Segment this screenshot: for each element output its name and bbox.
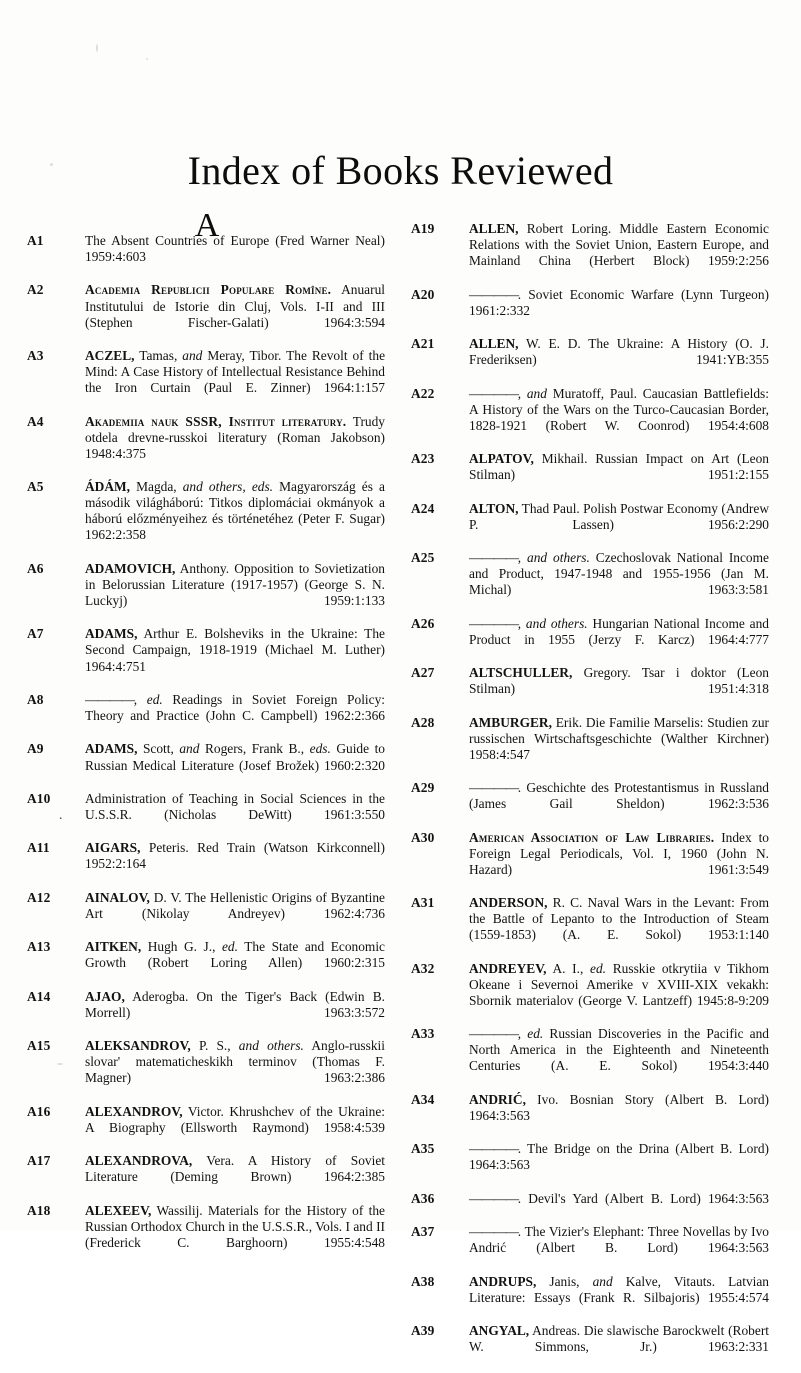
index-entry[interactable] [411, 221, 769, 285]
index-entry[interactable] [411, 1224, 769, 1272]
entry-number: A10 [27, 790, 51, 806]
entry-number: A32 [411, 960, 435, 976]
index-entry[interactable] [411, 616, 769, 664]
entry-number: A11 [27, 840, 50, 856]
index-entry[interactable] [411, 1092, 769, 1140]
index-entry[interactable] [27, 1104, 385, 1152]
entry-number: A1 [27, 233, 44, 248]
entry-text: ————, ed. Readings in Soviet Foreign Policy: Theory and Practice (John C. Campbell) 1962:2:366 [85, 691, 385, 724]
index-entry[interactable] [27, 1203, 385, 1267]
index-entry[interactable] [411, 287, 769, 335]
entry-number: A8 [27, 691, 44, 707]
entry-number: A16 [27, 1103, 51, 1119]
entry-text: ALTSCHULLER, Gregory. Tsar i doktor (Leon Stilman) 1951:4:318 [469, 665, 769, 697]
entry-text: AITKEN, Hugh G. J., ed. The State and Economic Growth (Robert Loring Allen) 1960:2:315 [85, 939, 385, 971]
entry-number: A3 [27, 348, 44, 364]
entry-text: ALPATOV, Mikhail. Russian Impact on Art (Leon Stilman) 1951:2:155 [469, 451, 769, 483]
entry-number: A34 [411, 1091, 435, 1107]
entry-number: A29 [411, 780, 435, 796]
page-title: Index of Books Reviewed [187, 147, 614, 193]
entry-number: A21 [411, 336, 435, 352]
index-entry[interactable] [27, 561, 385, 625]
entry-number: A2 [27, 282, 44, 298]
entry-text: ADAMOVICH, Anthony. Opposition to Sovietization in Belorussian Literature (1917-1957) (George S. N. Luckyj) 1959:1:133 [85, 560, 385, 608]
index-entry[interactable] [411, 1274, 769, 1322]
index-entry[interactable] [27, 989, 385, 1037]
entry-text: ADAMS, Arthur E. Bolsheviks in the Ukraine: The Second Campaign, 1918-1919 (Michael M. Luther) 1964:4:751 [85, 626, 385, 674]
index-entry[interactable] [27, 414, 385, 478]
entry-text: ALEKSANDROV, P. S., and others. Anglo-russkii slovar' matematicheskikh terminov (Thomas F. Magner) 1963:2:386 [85, 1038, 385, 1086]
index-entry[interactable] [411, 665, 769, 713]
entry-number: A23 [411, 451, 435, 467]
index-entry[interactable] [27, 692, 385, 740]
entry-text: ANGYAL, Andreas. Die slawische Barockwelt (Robert W. Simmons, Jr.) 1963:2:331 [469, 1323, 769, 1355]
entry-text: AINALOV, D. V. The Hellenistic Origins of Byzantine Art (Nikolay Andreyev) 1962:4:736 [85, 889, 385, 921]
entry-text: Administration of Teaching in Social Sciences in the U.S.S.R. (Nicholas DeWitt) 1961:3:550 [85, 790, 385, 822]
entry-text: ANDERSON, R. C. Naval Wars in the Levant: From the Battle of Lepanto to the Introduction of Steam (1559-1853) (A. E. Sokol) 1953:1:140 [469, 895, 769, 943]
index-entry[interactable] [411, 780, 769, 828]
index-entry[interactable] [411, 895, 769, 959]
entry-number: A6 [27, 560, 44, 576]
index-entry[interactable] [27, 840, 385, 888]
entry-number: A22 [411, 385, 435, 401]
index-entry[interactable] [27, 348, 385, 412]
entry-text: AMBURGER, Erik. Die Familie Marselis: Studien zur russischen Wirtschaftsgeschichte (Walther Kirchner) 1958:4:547 [469, 714, 769, 762]
entry-text: ————. Soviet Economic Warfare (Lynn Turgeon) 1961:2:332 [469, 286, 769, 318]
entry-number: A9 [27, 741, 44, 757]
index-entry[interactable] [411, 1323, 769, 1371]
index-entry[interactable] [27, 741, 385, 789]
entry-text: ————. Devil's Yard (Albert B. Lord) 1964:3:563 [469, 1190, 769, 1206]
index-entry[interactable] [411, 501, 769, 549]
entry-number: A38 [411, 1273, 435, 1289]
entry-number: A13 [27, 939, 51, 955]
entry-number: A33 [411, 1026, 435, 1042]
entry-number: A17 [27, 1153, 51, 1169]
entry-text: ANDREYEV, A. I., ed. Russkie otkrytiia v Tikhom Okeane i Severnoi Amerike v XVIII-XIX vekakh: Sbornik materialov (George V. Lantzeff) 1945:8-9:209 [469, 960, 769, 1008]
entry-text: ————. Geschichte des Protestantismus in Russland (James Gail Sheldon) 1962:3:536 [469, 780, 769, 812]
section-letter-heading: A [194, 207, 220, 244]
index-entry[interactable] [27, 479, 385, 559]
entry-number: A35 [411, 1141, 435, 1157]
index-entry[interactable] [411, 336, 769, 384]
index-entry[interactable] [27, 233, 385, 281]
entry-number: A36 [411, 1190, 435, 1206]
entry-number: A7 [27, 626, 44, 642]
entry-text: ALEXANDROVA, Vera. A History of Soviet Literature (Deming Brown) 1964:2:385 [85, 1153, 385, 1185]
index-entry[interactable] [27, 1153, 385, 1201]
entry-number: A30 [411, 829, 435, 845]
index-entry[interactable] [27, 791, 385, 839]
entry-number: A39 [411, 1323, 435, 1339]
entry-number: A15 [27, 1038, 51, 1054]
entry-number: A25 [411, 550, 435, 565]
entry-number: A14 [27, 988, 51, 1004]
index-entry[interactable] [27, 939, 385, 987]
index-entry[interactable] [27, 1038, 385, 1102]
entry-text: ALTON, Thad Paul. Polish Postwar Economy (Andrew P. Lassen) 1956:2:290 [469, 500, 769, 532]
index-entry[interactable] [27, 890, 385, 938]
entry-text: ————, and others. Czechoslovak National Income and Product, 1947-1948 and 1955-1956 (Jan M. Michal) 1963:3:581 [469, 550, 769, 598]
entry-text: ALEXANDROV, Victor. Khrushchev of the Ukraine: A Biography (Ellsworth Raymond) 1958:4:539 [85, 1103, 385, 1135]
entry-text: AIGARS, Peteris. Red Train (Watson Kirkconnell) 1952:2:164 [85, 840, 385, 872]
index-entry[interactable] [411, 830, 769, 894]
index-column-left [27, 233, 385, 1268]
index-column-right [411, 221, 769, 1373]
entry-number: A20 [411, 286, 435, 302]
entry-text: ————, ed. Russian Discoveries in the Pacific and North America in the Eighteenth and Nineteenth Centuries (A. E. Sokol) 1954:3:440 [469, 1026, 769, 1074]
entry-text: The Absent Countries of Europe (Fred Warner Neal) 1959:4:603 [85, 233, 385, 265]
entry-number: A28 [411, 714, 435, 730]
entry-text: ————, and others. Hungarian National Income and Product in 1955 (Jerzy F. Karcz) 1964:4:777 [469, 615, 769, 647]
entry-text: AJAO, Aderogba. On the Tiger's Back (Edwin B. Morrell) 1963:3:572 [85, 988, 385, 1020]
entry-text: ALLEN, Robert Loring. Middle Eastern Economic Relations with the Soviet Union, Eastern Europe, and Mainland China (Herbert Block) 1959:2:256 [469, 221, 769, 269]
entry-number: A26 [411, 615, 435, 631]
index-entry[interactable] [411, 1191, 769, 1223]
entry-text: ALLEN, W. E. D. The Ukraine: A History (O. J. Frederiksen) 1941:YB:355 [469, 336, 769, 368]
entry-text: ————. The Vizier's Elephant: Three Novellas by Ivo Andrić (Albert B. Lord) 1964:3:563 [469, 1224, 769, 1256]
entry-text: ÁDÁM, Magda, and others, eds. Magyarország és a második világháború: Titkos diplomáciai okmányok a háború előzményeihez és történetéhez (Peter F. Sugar) 1962:2:358 [85, 479, 385, 543]
entry-number: A37 [411, 1224, 435, 1240]
index-entry[interactable] [27, 282, 385, 346]
entry-number: A31 [411, 895, 435, 911]
entry-number: A4 [27, 413, 44, 429]
entry-number: A24 [411, 500, 435, 516]
entry-text: ACZEL, Tamas, and Meray, Tibor. The Revolt of the Mind: A Case History of Intellectual Resistance Behind the Iron Curtain (Paul E. Zinner) 1964:1:157 [85, 348, 386, 396]
entry-number: A27 [411, 665, 435, 681]
entry-number: A18 [27, 1202, 51, 1218]
entry-text: ADAMS, Scott, and Rogers, Frank B., eds. Guide to Russian Medical Literature (Josef Brožek) 1960:2:320 [85, 741, 385, 773]
index-entry[interactable] [411, 386, 769, 450]
entry-number: A19 [411, 221, 435, 236]
entry-text: ANDRIĆ, Ivo. Bosnian Story (Albert B. Lord) 1964:3:563 [469, 1091, 769, 1123]
index-entry[interactable] [411, 550, 769, 614]
index-entry[interactable] [411, 715, 769, 779]
entry-text: ANDRUPS, Janis, and Kalve, Vitauts. Latvian Literature: Essays (Frank R. Silbajoris) 1955:4:574 [469, 1273, 769, 1305]
index-entry[interactable] [411, 1141, 769, 1189]
entry-text: ALEXEEV, Wassilij. Materials for the History of the Russian Orthodox Church in the U.S.S.R., Vols. I and II (Frederick C. Barghoorn) 1955:4:548 [85, 1202, 385, 1250]
ink-speck: . [59, 806, 63, 822]
entry-number: A12 [27, 889, 51, 905]
entry-number: A5 [27, 479, 44, 495]
entry-text: Akademiia nauk SSSR, Institut literatury. Trudy otdela drevne-russkoi literatury (Roman Jakobson) 1948:4:375 [85, 413, 385, 461]
entry-text: Academia Republicii Populare Romîne. Anuarul Institutului de Istorie din Cluj, Vols. I-II and III (Stephen Fischer-Galati) 1964:3:594 [85, 282, 385, 330]
entry-text: ————, and Muratoff, Paul. Caucasian Battlefields: A History of the Wars on the Turco-Caucasian Border, 1828-1921 (Robert W. Coonrod) 1954:4:608 [469, 385, 769, 433]
index-columns [0, 221, 801, 1355]
entry-text: American Association of Law Libraries. Index to Foreign Legal Periodicals, Vol. I, 1960 (John N. Hazard) 1961:3:549 [469, 829, 769, 877]
entry-text: ————. The Bridge on the Drina (Albert B. Lord) 1964:3:563 [469, 1141, 769, 1173]
index-entry[interactable] [411, 1026, 769, 1090]
index-entry[interactable] [411, 961, 769, 1025]
index-entry[interactable] [27, 626, 385, 690]
index-entry[interactable] [411, 451, 769, 499]
